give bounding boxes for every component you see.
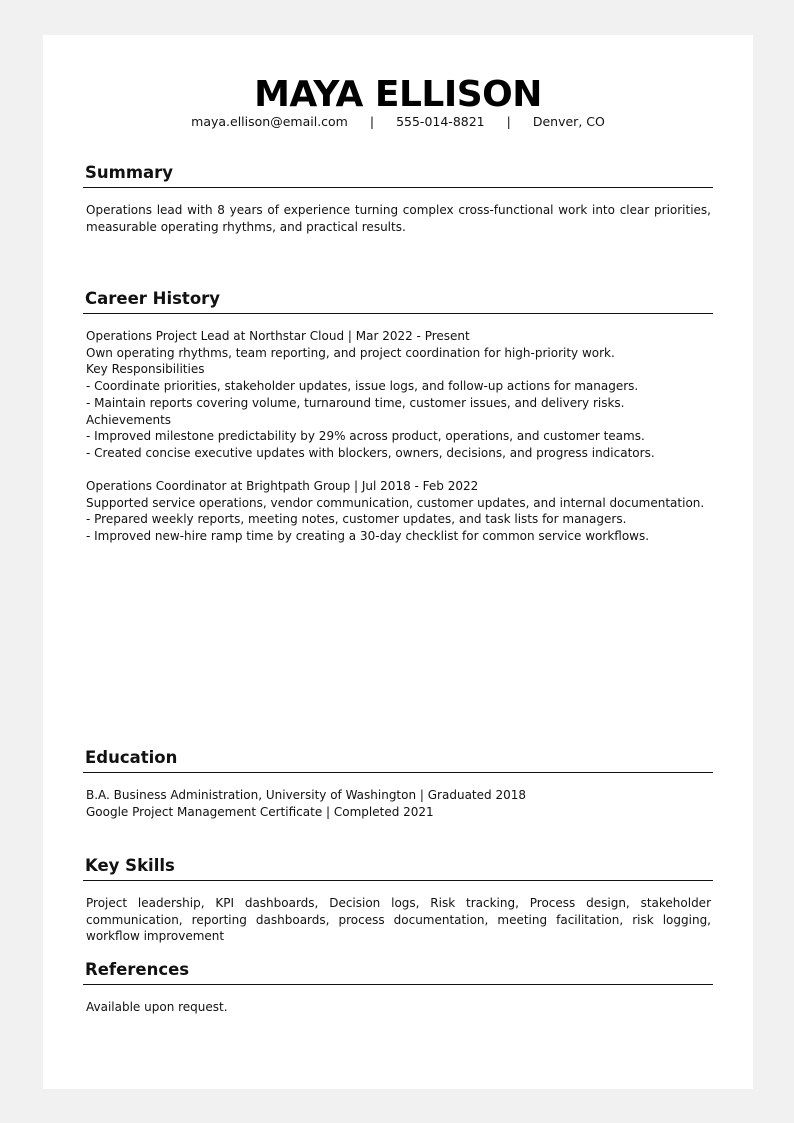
- contact-email: maya.ellison@email.com: [191, 114, 348, 129]
- job-description: Supported service operations, vendor communication, customer updates, and internal documentation.: [86, 495, 705, 510]
- section-title-career-history: Career History: [85, 289, 221, 308]
- list-item: - Coordinate priorities, stakeholder updates, issue logs, and follow-up actions for managers.: [86, 379, 639, 394]
- job-heading: Operations Coordinator at Brightpath Group | Jul 2018 - Feb 2022: [86, 479, 479, 493]
- achievements-label: Achievements: [86, 412, 172, 427]
- section-divider: [83, 772, 713, 773]
- list-item: - Created concise executive updates with blockers, owners, decisions, and progress indicators.: [86, 445, 655, 460]
- contact-phone: 555-014-8821: [396, 114, 485, 129]
- summary-text: Operations lead with 8 years of experience turning complex cross-functional work into clear priorities, measurable operating rhythms, and practical results.: [86, 203, 711, 234]
- section-divider: [83, 880, 713, 881]
- section-title-key-skills: Key Skills: [85, 856, 175, 875]
- section-divider: [83, 313, 713, 314]
- list-item: - Maintain reports covering volume, turnaround time, customer issues, and delivery risks.: [86, 395, 625, 410]
- section-divider: [83, 187, 713, 188]
- candidate-name: MAYA ELLISON: [254, 74, 542, 115]
- career-job-1: [86, 328, 711, 462]
- list-item: - Prepared weekly reports, meeting notes, customer updates, and task lists for managers.: [86, 512, 627, 527]
- job-heading: Operations Project Lead at Northstar Cloud | Mar 2022 - Present: [86, 329, 470, 343]
- contact-separator: |: [506, 114, 511, 129]
- education-item: B.A. Business Administration, University of Washington | Graduated 2018: [86, 788, 526, 802]
- section-title-summary: Summary: [85, 163, 174, 182]
- skills-text: Project leadership, KPI dashboards, Decision logs, Risk tracking, Process design, stakeholder communication, reporting dashboards, process documentation, meeting facilitation, risk logging, workflow improvement: [86, 896, 711, 944]
- list-item: - Improved milestone predictability by 29% across product, operations, and customer teams.: [86, 429, 645, 444]
- responsibilities-label: Key Responsibilities: [86, 362, 205, 377]
- section-title-references: References: [85, 960, 190, 979]
- career-job-2: [86, 478, 711, 545]
- contact-location: Denver, CO: [532, 114, 605, 129]
- education-list: [86, 787, 711, 820]
- resume-page: [43, 35, 753, 1089]
- references-text: Available upon request.: [86, 1000, 228, 1014]
- contact-line: [43, 113, 753, 131]
- education-item: Google Project Management Certificate | Completed 2021: [86, 804, 434, 819]
- contact-separator: |: [369, 114, 375, 129]
- section-title-education: Education: [85, 748, 178, 767]
- list-item: - Improved new-hire ramp time by creating a 30-day checklist for common service workflows.: [86, 529, 650, 544]
- section-divider: [83, 984, 713, 985]
- job-description: Own operating rhythms, team reporting, and project coordination for high-priority work.: [86, 345, 615, 360]
